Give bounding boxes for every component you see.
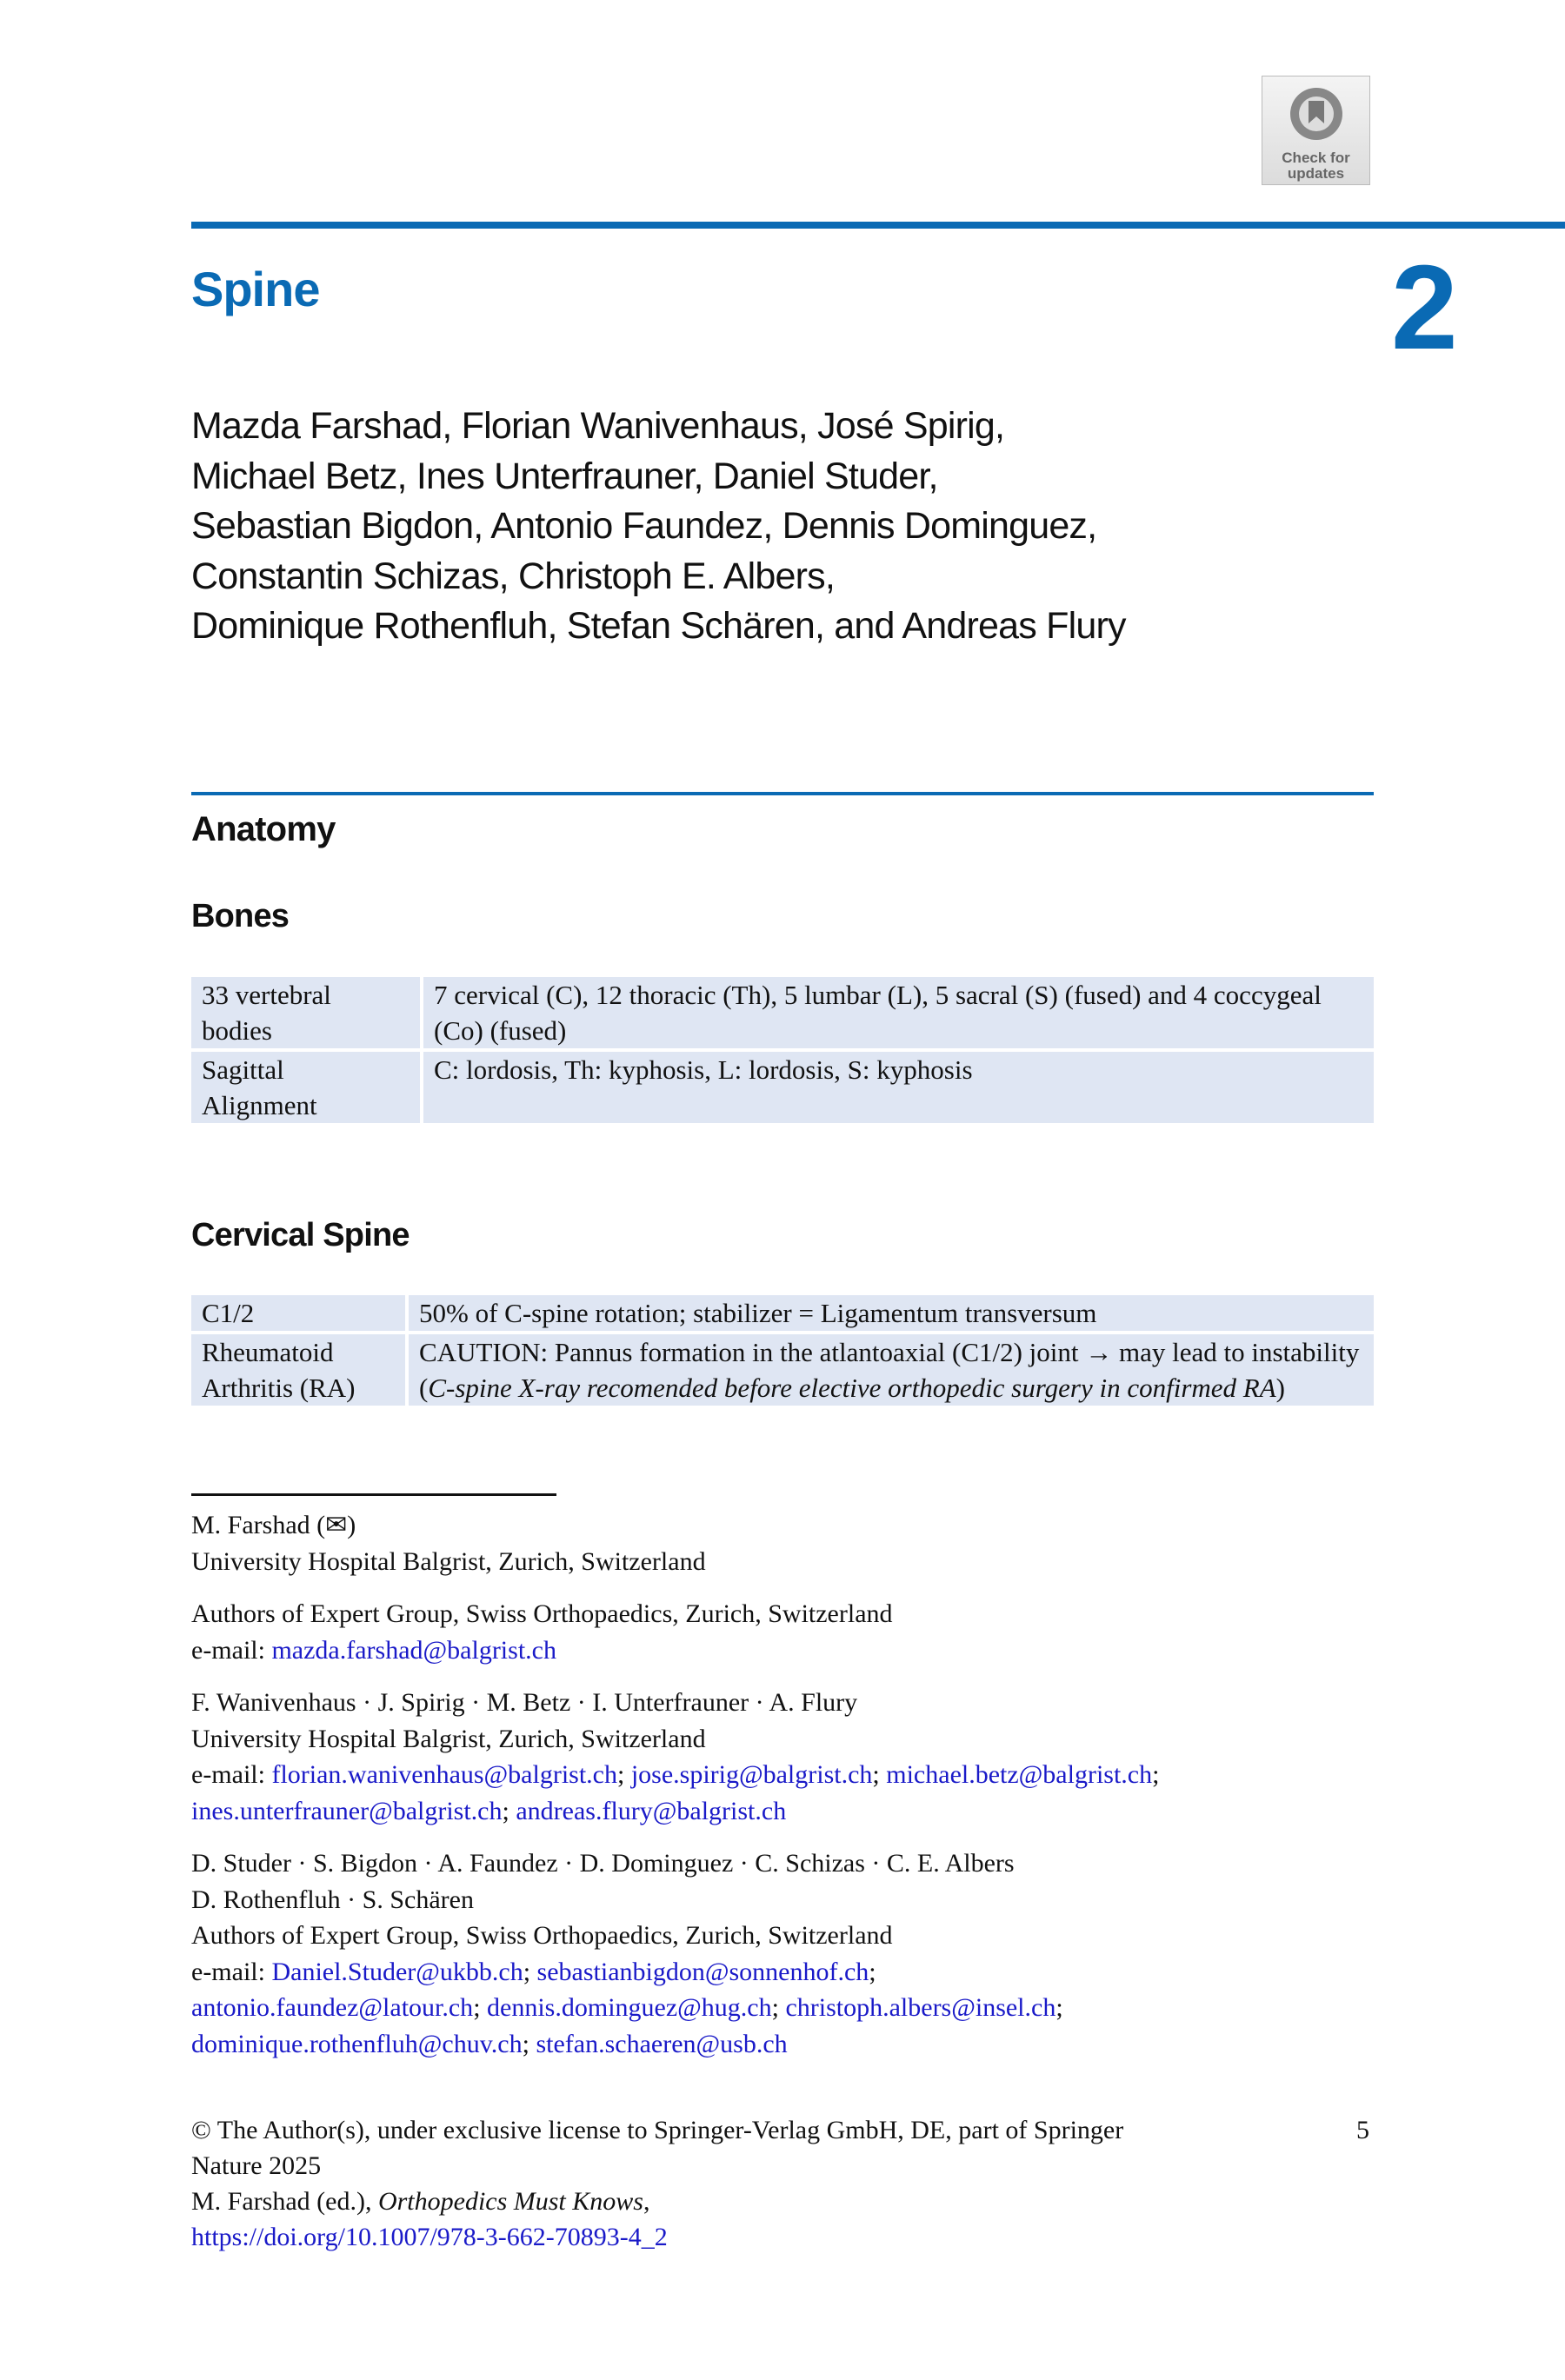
email-link[interactable]: stefan.schaeren@usb.ch [536, 2029, 788, 2058]
badge-label: updates [1287, 165, 1345, 182]
table-row [191, 1295, 1374, 1331]
email-link[interactable]: dominique.rothenfluh@chuv.ch [191, 2029, 523, 2058]
section-rule [191, 792, 1374, 795]
table-value: 50% of C-spine rotation; stabilizer = Ligamentum transversum [409, 1295, 1374, 1331]
table-row [191, 1052, 1374, 1123]
affiliation-group: F. Wanivenhaus · J. Spirig · M. Betz · I. Unterfrauner · A. Flury University Hospital Balgrist, Zurich, Switzerland e-mail: florian.wanivenhaus@balgrist.ch; jose.spirig@balgrist.ch; michael.betz@balgrist.ch; ines.unterfrauner@balgrist.ch; andreas.flury@balgrist.ch [191, 1688, 1160, 1825]
email-link[interactable]: mazda.farshad@balgrist.ch [271, 1635, 556, 1665]
author-line: Dominique Rothenfluh, Stefan Schären, and Andreas Flury [191, 605, 1126, 647]
copyright-block: © The Author(s), under exclusive license to Springer-Verlag GmbH, DE, part of Springer Nature 2025 M. Farshad (ed.), Orthopedics Must Knows, https://doi.org/10.1007/978-3-662-70893-4_2 [191, 2116, 1124, 2251]
affiliations [191, 1507, 1159, 2078]
table-value: 7 cervical (C), 12 thoracic (Th), 5 lumbar (L), 5 sacral (S) (fused) and 4 coccygeal (Co) (fused) [423, 977, 1374, 1048]
table-value: C: lordosis, Th: kyphosis, L: lordosis, S: kyphosis [423, 1052, 1374, 1123]
subsection-heading: Cervical Spine [191, 1217, 410, 1253]
email-link[interactable]: florian.wanivenhaus@balgrist.ch [271, 1760, 617, 1789]
affiliation-group: Authors of Expert Group, Swiss Orthopaedics, Zurich, Switzerland e-mail: mazda.farshad@balgrist.ch [191, 1599, 893, 1665]
author-line: Sebastian Bigdon, Antonio Faundez, Dennis Dominguez, [191, 505, 1097, 547]
table-row [191, 1334, 1374, 1406]
crossmark-icon [1286, 83, 1347, 144]
email-link[interactable]: christoph.albers@insel.ch [785, 1993, 1056, 2022]
affiliation-group: M. Farshad (✉) University Hospital Balgrist, Zurich, Switzerland [191, 1511, 706, 1576]
email-link[interactable]: ines.unterfrauner@balgrist.ch [191, 1796, 503, 1825]
book-title: Orthopedics Must Knows [377, 2187, 643, 2216]
badge-label: Check for [1282, 150, 1350, 166]
email-link[interactable]: michael.betz@balgrist.ch [886, 1760, 1153, 1789]
subsection-heading: Bones [191, 898, 290, 934]
table-value: CAUTION: Pannus formation in the atlantoaxial (C1/2) joint → may lead to instability (C-spine X-ray recomended before elective orthopedic surgery in confirmed RA) [409, 1334, 1374, 1406]
bones-table [191, 974, 1374, 1127]
table-key: C1/2 [191, 1295, 409, 1331]
author-line: Constantin Schizas, Christoph E. Albers, [191, 555, 835, 597]
footnote-rule [191, 1493, 556, 1496]
author-line: Michael Betz, Ines Unterfrauner, Daniel Studer, [191, 455, 938, 497]
table-key: 33 vertebral bodies [191, 977, 423, 1048]
chapter-title: Spine [191, 262, 320, 316]
email-link[interactable]: sebastianbigdon@sonnenhof.ch [536, 1957, 869, 1986]
table-row [191, 977, 1374, 1048]
section-heading: Anatomy [191, 810, 336, 848]
email-link[interactable]: andreas.flury@balgrist.ch [516, 1796, 787, 1825]
author-list [191, 402, 1126, 652]
email-link[interactable]: antonio.faundez@latour.ch [191, 1993, 474, 2022]
email-link[interactable]: Daniel.Studer@ukbb.ch [271, 1957, 523, 1986]
table-key: Sagittal Alignment [191, 1052, 423, 1123]
cervical-table [191, 1292, 1374, 1409]
doi-link[interactable]: https://doi.org/10.1007/978-3-662-70893-4_2 [191, 2223, 668, 2251]
top-rule [191, 222, 1565, 229]
page-number: 5 [1356, 2116, 1369, 2144]
table-key: Rheumatoid Arthritis (RA) [191, 1334, 409, 1406]
check-for-updates-badge[interactable] [1262, 76, 1370, 185]
email-link[interactable]: dennis.dominguez@hug.ch [487, 1993, 772, 2022]
envelope-icon: ✉ [325, 1511, 348, 1539]
author-line: Mazda Farshad, Florian Wanivenhaus, José Spirig, [191, 405, 1005, 447]
email-link[interactable]: jose.spirig@balgrist.ch [630, 1760, 873, 1789]
chapter-number: 2 [1391, 241, 1458, 375]
affiliation-group: D. Studer · S. Bigdon · A. Faundez · D. Dominguez · C. Schizas · C. E. Albers D. Rothenfluh · S. Schären Authors of Expert Group, Swiss Orthopaedics, Zurich, Switzerland e-mail: Daniel.Studer@ukbb.ch; sebastianbigdon@sonnenhof.ch; antonio.faundez@latour.ch; dennis.dominguez@hug.ch; christoph.albers@insel.ch; dominique.rothenfluh@chuv.ch; stefan.schaeren@usb.ch [191, 1849, 1063, 2058]
